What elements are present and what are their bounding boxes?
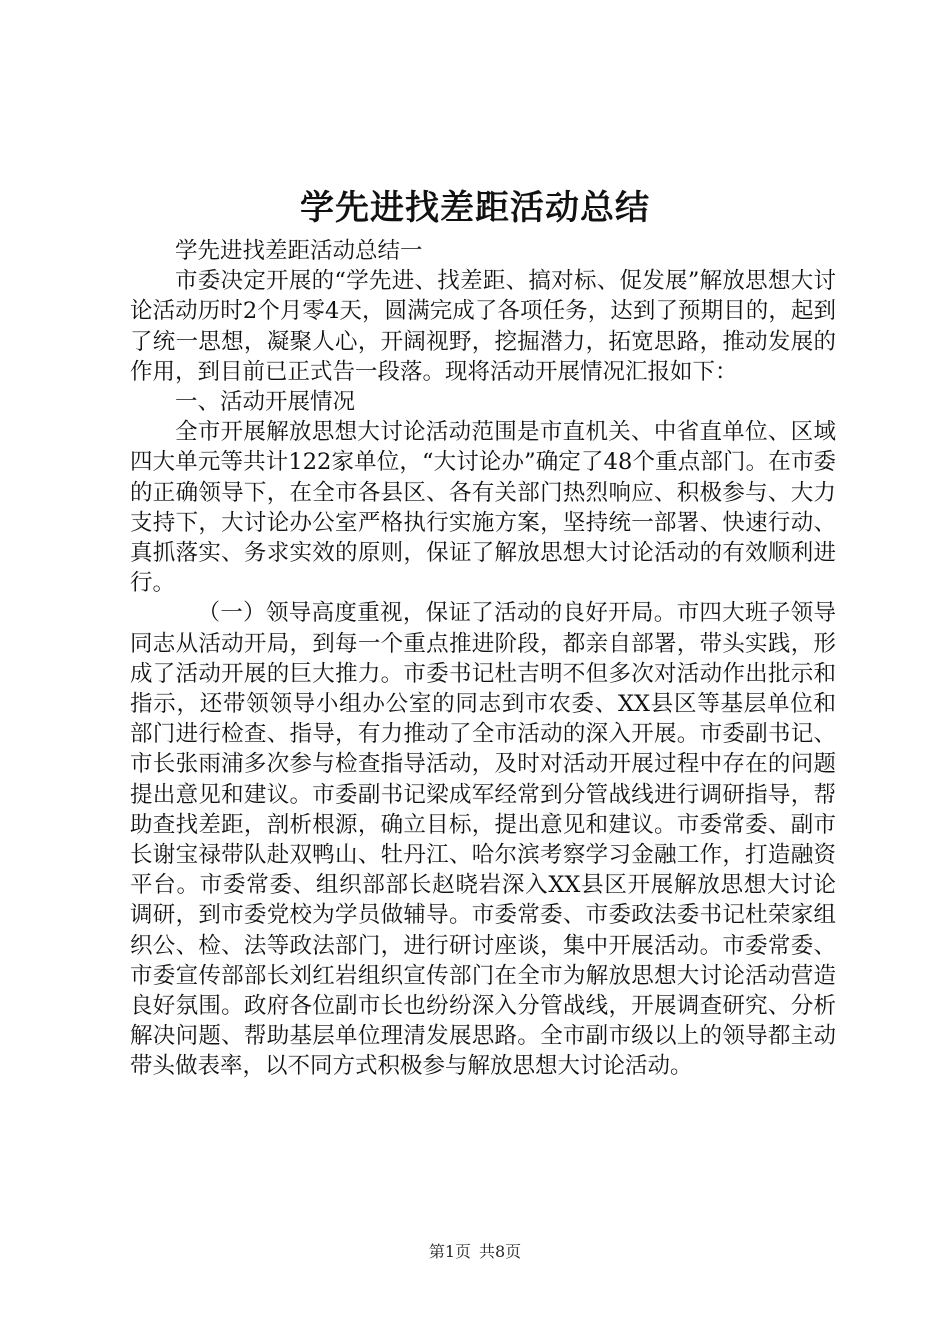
document-body	[130, 236, 836, 1082]
page-footer	[0, 1242, 950, 1262]
page-total: 共8页	[479, 1242, 522, 1261]
paragraph-overview: 全市开展解放思想大讨论活动范围是市直机关、中省直单位、区域四大单元等共计122家单位，“大讨论办”确定了48个重点部门。在市委的正确领导下，在全市各县区、各有关部门热烈响应、积极参与、大力支持下，大讨论办公室严格执行实施方案，坚持统一部署、快速行动、真抓落实、务求实效的原则，保证了解放思想大讨论活动的有效顺利进行。	[130, 419, 836, 597]
paragraph-intro: 市委决定开展的“学先进、找差距、搞对标、促发展”解放思想大讨论活动历时2个月零4天，圆满完成了各项任务，达到了预期目的，起到了统一思想，凝聚人心，开阔视野，挖掘潜力，拓宽思路，推动发展的作用，到目前已正式告一段落。现将活动开展情况汇报如下：	[130, 268, 836, 385]
page-number: 第1页	[428, 1242, 471, 1261]
document-subtitle: 学先进找差距活动总结一	[175, 238, 423, 264]
paragraph-leadership: （一）领导高度重视，保证了活动的良好开局。市四大班子领导同志从活动开局，到每一个重点推进阶段，都亲自部署，带头实践，形成了活动开展的巨大推力。市委书记杜吉明不但多次对活动作出批示和指示，还带领领导小组办公室的同志到市农委、XX县区等基层单位和部门进行检查、指导，有力推动了全市活动的深入开展。市委副书记、市长张雨浦多次参与检查指导活动，及时对活动开展过程中存在的问题提出意见和建议。市委副书记梁成军经常到分管战线进行调研指导，帮助查找差距，剖析根源，确立目标，提出意见和建议。市委常委、副市长谢宝禄带队赴双鸭山、牡丹江、哈尔滨考察学习金融工作，打造融资平台。市委常委、组织部部长赵晓岩深入XX县区开展解放思想大讨论调研，到市委党校为学员做辅导。市委常委、市委政法委书记杜荣家组织公、检、法等政法部门，进行研讨座谈，集中开展活动。市委常委、市委宣传部部长刘红岩组织宣传部门在全市为解放思想大讨论活动营造良好氛围。政府各位副市长也纷纷深入分管战线，开展调查研究、分析解决问题、帮助基层单位理清发展思路。全市副市级以上的领导都主动带头做表率，以不同方式积极参与解放思想大讨论活动。	[130, 600, 836, 1080]
document-title: 学先进找差距活动总结	[300, 188, 650, 228]
section-heading: 一、活动开展情况	[175, 389, 356, 416]
